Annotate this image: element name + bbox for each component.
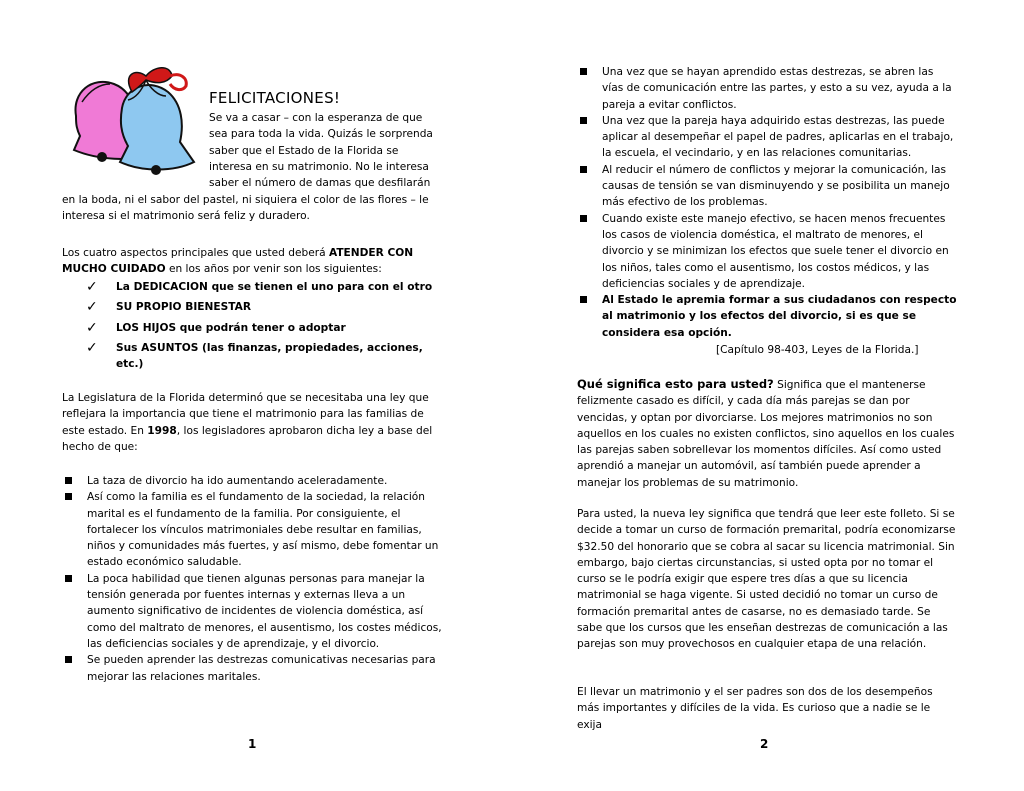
list-item xyxy=(577,162,957,211)
aspects-emphasis: ATENDER CON MUCHO CUIDADO xyxy=(62,247,414,276)
square-bullet-icon xyxy=(580,117,587,124)
list-item-text: La poca habilidad que tienen algunas personas para manejar la tensión generada por fuentes internas y externas lleva a un aumento significativo de incidentes de violencia doméstica, así como del maltrato de menores, el ausentismo, los costes médicos, las deficiencias sociales y de aprendizaje, y el divorcio. xyxy=(87,572,442,650)
list-item xyxy=(577,113,957,162)
meaning-heading: Qué significa esto para usted? xyxy=(577,377,774,391)
list-item-text: Al Estado le apremia formar a sus ciudadanos con respecto al matrimonio y los efectos del divorcio, si es que se considera esa opción. xyxy=(602,294,957,339)
list-item-text: Cuando existe este manejo efectivo, se hacen menos frecuentes los casos de violencia doméstica, el maltrato de menores, el divorcio y se minimizan los efectos que suele tener el divorcio en los niños, tales como el ausentismo, los costos médicos, y las deficiencias sociales y de aprendizaje. xyxy=(602,212,949,290)
list-item xyxy=(577,64,957,113)
aspects-paragraph xyxy=(62,245,444,278)
list-item xyxy=(62,489,444,570)
list-item xyxy=(62,652,444,685)
aspects-text-end: en los años por venir son los siguientes: xyxy=(165,263,382,276)
list-item-text: Una vez que se hayan aprendido estas destrezas, se abren las vías de comunicación entre las partes, y esto a su vez, ayuda a la pareja a evitar conflictos. xyxy=(602,66,952,111)
checklist-item-text: SU PROPIO BIENESTAR xyxy=(116,301,251,314)
square-bullet-icon xyxy=(65,477,72,484)
checklist-item xyxy=(86,340,442,373)
checklist-item-text: Sus ASUNTOS (las finanzas, propiedades, acciones, etc.) xyxy=(116,341,423,371)
square-bullet-icon xyxy=(65,575,72,582)
checkmark-icon: ✓ xyxy=(86,319,98,336)
legislature-text-end: , los legisladores aprobaron dicha ley a base del hecho de que: xyxy=(62,424,433,453)
list-item xyxy=(62,571,444,652)
parenting-paragraph: El llevar un matrimonio y el ser padres son dos de los desempeños más importantes y difíciles de la vida. Es curioso que a nadie se le exija xyxy=(577,686,933,731)
checkmark-icon: ✓ xyxy=(86,279,98,295)
wedding-bells-icon xyxy=(62,62,200,180)
square-bullet-icon xyxy=(580,296,587,303)
aspects-text: Los cuatro aspectos principales que usted deberá xyxy=(62,247,329,259)
aspects-checklist xyxy=(86,279,442,376)
square-bullet-icon xyxy=(580,68,587,75)
list-item-text: Así como la familia es el fundamento de la sociedad, la relación marital es el fundamento de la familia. Por consiguiente, el fortalecer los vínculos matrimoniales debe resultar en familias, niños y comunidades más fuertes, y así mismo, debe fomentar un estado económico saludable. xyxy=(87,491,439,569)
list-item-text: Una vez que la pareja haya adquirido estas destrezas, las puede aplicar al desempeñar el papel de padres, aplicarlas en el trabajo, la escuela, el vecindario, y en las relaciones comunitarias. xyxy=(602,114,954,160)
checkmark-icon: ✓ xyxy=(86,299,98,316)
legislature-paragraph xyxy=(62,390,444,455)
checklist-item xyxy=(86,299,442,315)
meaning-text: Significa que el mantenerse felizmente casado es difícil, y cada día más parejas se dan por vencidas, y optan por divorciarse. Los mejores matrimonios no son aquellos en los cuales no existen conflictos, sino aquellos en los cuales las parejas saben sobrellevar los momentos difíciles. Así como usted aprendió a manejar un automóvil, así también puede aprender a manejar los problemas de su matrimonio. xyxy=(577,379,955,489)
facts-list-continued xyxy=(577,64,957,341)
list-item xyxy=(577,211,957,292)
page-number: 1 xyxy=(248,737,257,751)
meaning-paragraph xyxy=(577,376,957,491)
facts-list xyxy=(62,473,444,685)
square-bullet-icon xyxy=(580,166,587,173)
list-item xyxy=(577,292,957,341)
checkmark-icon: ✓ xyxy=(86,339,98,356)
checklist-item xyxy=(86,320,442,336)
list-item-text: Al reducir el número de conflictos y mejorar la comunicación, las causas de tensión se van disminuyendo y se posibilita un manejo más efectivo de los problemas. xyxy=(602,163,950,209)
square-bullet-icon xyxy=(65,656,72,663)
list-item-text: Se pueden aprender las destrezas comunicativas necesarias para mejorar las relaciones maritales. xyxy=(87,654,436,683)
list-item xyxy=(62,473,444,489)
intro-paragraph: Se va a casar – con la esperanza de que sea para toda la vida. Quizás le sorprenda saber que el Estado de la Florida se interesa en su matrimonio. No le interesa saber el número de damas que desfilarán xyxy=(209,112,433,190)
legislature-text: La Legislatura de la Florida determinó que se necesitaba una ley que reflejara la importancia que tiene el matrimonio para las familias de este estado. En xyxy=(62,392,429,437)
new-law-paragraph: Para usted, la nueva ley significa que tendrá que leer este folleto. Si se decide a tomar un curso de formación premarital, podría economizarse $32.50 del honorario que se cobra al sacar su licencia matrimonial. Sin embargo, bajo ciertas circunstancias, si usted opta por no tomar el curso se le podría exigir que espere tres días a que su licencia matrimonial se haga vigente. Si usted decidió no tomar un curso de formación premarital antes de casarse, no es demasiado tarde. Se sabe que los cursos que les enseñan destrezas de comunicación a las parejas son muy provechosos en cualquier etapa de una relación. xyxy=(577,508,956,651)
law-citation: [Capítulo 98-403, Leyes de la Florida.] xyxy=(716,344,919,356)
square-bullet-icon xyxy=(65,493,72,500)
checklist-item xyxy=(86,279,442,295)
checklist-item-text: La DEDICACION que se tienen el uno para con el otro xyxy=(116,281,433,293)
square-bullet-icon xyxy=(580,215,587,222)
page-number: 2 xyxy=(760,737,769,751)
checklist-item-text: LOS HIJOS que podrán tener o adoptar xyxy=(116,321,346,334)
page-title: FELICITACIONES! xyxy=(209,89,341,107)
intro-paragraph-continued: en la boda, ni el sabor del pastel, ni siquiera el color de las flores – le interesa si el matrimonio será feliz y duradero. xyxy=(62,194,429,223)
legislature-year: 1998 xyxy=(147,424,177,437)
list-item-text: La taza de divorcio ha ido aumentando aceleradamente. xyxy=(87,475,388,487)
